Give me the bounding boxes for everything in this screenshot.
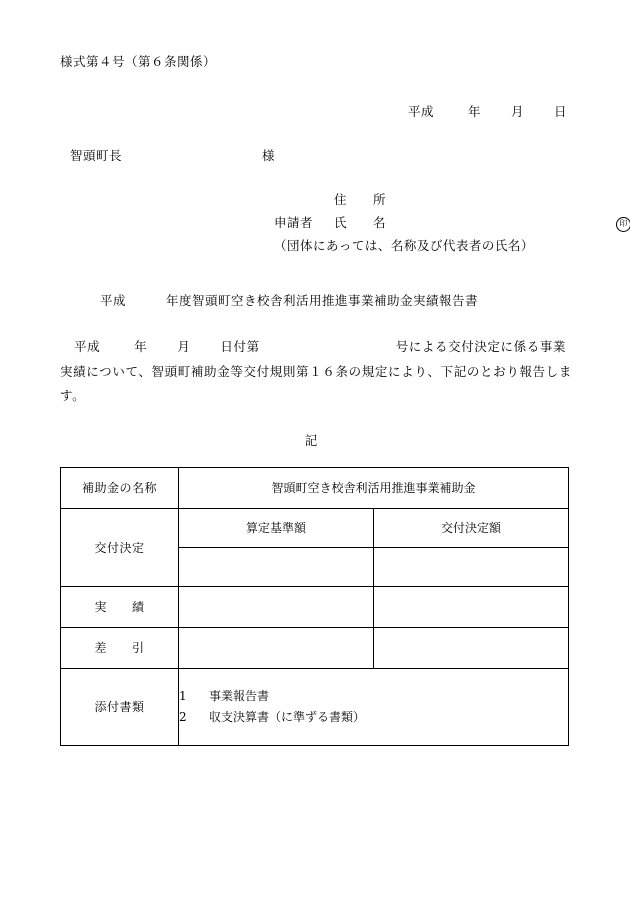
table-row xyxy=(61,508,569,547)
table-row xyxy=(61,668,569,745)
report-table xyxy=(60,467,569,746)
body-era: 平成 xyxy=(74,339,101,355)
cell-diff-basis-value[interactable] xyxy=(179,627,374,668)
body-decision-text: 号による交付決定に係る事業 xyxy=(395,339,567,355)
title-era: 平成 xyxy=(100,293,127,309)
cell-basis-header: 算定基準額 xyxy=(179,508,374,547)
cell-result-label: 実 績 xyxy=(61,586,179,627)
document-body xyxy=(60,52,628,746)
table-row xyxy=(61,586,569,627)
seal-icon: 印 xyxy=(616,217,630,232)
applicant-note: （団体にあっては、名称及び代表者の氏名） xyxy=(274,238,534,254)
applicant-address-label: 住 所 xyxy=(334,192,387,207)
date-era: 平成 xyxy=(407,104,434,119)
attachment-number: 1 xyxy=(179,688,187,703)
page-title xyxy=(60,291,572,309)
form-number: 様式第４号（第６条関係） xyxy=(60,54,217,69)
cell-subsidy-name-label: 補助金の名称 xyxy=(61,467,179,508)
table-row xyxy=(61,467,569,508)
applicant-name-row xyxy=(274,211,628,234)
applicant-name-label: 氏 名 xyxy=(334,215,387,231)
cell-subsidy-name-value: 智頭町空き校舎利活用推進事業補助金 xyxy=(179,467,569,508)
date-month-unit: 月 xyxy=(510,104,524,119)
applicant-address-row xyxy=(274,188,572,211)
title-rest: 年度智頭町空き校舎利活用推進事業補助金実績報告書 xyxy=(166,293,479,309)
cell-diff-label: 差 引 xyxy=(61,627,179,668)
list-item xyxy=(179,686,568,707)
list-item xyxy=(179,707,568,728)
addressee-name: 智頭町長 xyxy=(70,148,123,163)
body-month: 月 xyxy=(177,339,191,355)
cell-decision-label: 交付決定 xyxy=(61,508,179,586)
body-day-no: 日付第 xyxy=(220,339,260,355)
body-year: 年 xyxy=(134,339,148,355)
attachment-number: 2 xyxy=(179,709,187,724)
attachment-text: 収支決算書（に準ずる書類） xyxy=(209,709,366,724)
cell-result-amount-value[interactable] xyxy=(374,586,569,627)
body-line2: 実績について、智頭町補助金等交付規則第１６条の規定により、下記のとおり報告します。 xyxy=(60,363,572,404)
cell-decision-header: 交付決定額 xyxy=(374,508,569,547)
attachment-text: 事業報告書 xyxy=(209,688,270,703)
addressee-honorific: 様 xyxy=(262,148,276,163)
ki-heading: 記 xyxy=(304,432,318,448)
cell-attachment-label: 添付書類 xyxy=(61,668,179,745)
cell-decision-basis-value[interactable] xyxy=(179,547,374,586)
cell-decision-amount-value[interactable] xyxy=(374,547,569,586)
applicant-label: 申請者 xyxy=(274,215,314,230)
body-paragraph xyxy=(60,335,572,408)
addressee xyxy=(70,146,572,164)
date-line xyxy=(60,102,567,120)
applicant-block xyxy=(60,188,628,257)
cell-result-basis-value[interactable] xyxy=(179,586,374,627)
cell-diff-amount-value[interactable] xyxy=(374,627,569,668)
cell-attachment-list xyxy=(179,668,569,745)
table-row xyxy=(61,627,569,668)
date-year-unit: 年 xyxy=(467,104,481,119)
date-day-unit: 日 xyxy=(553,104,567,119)
